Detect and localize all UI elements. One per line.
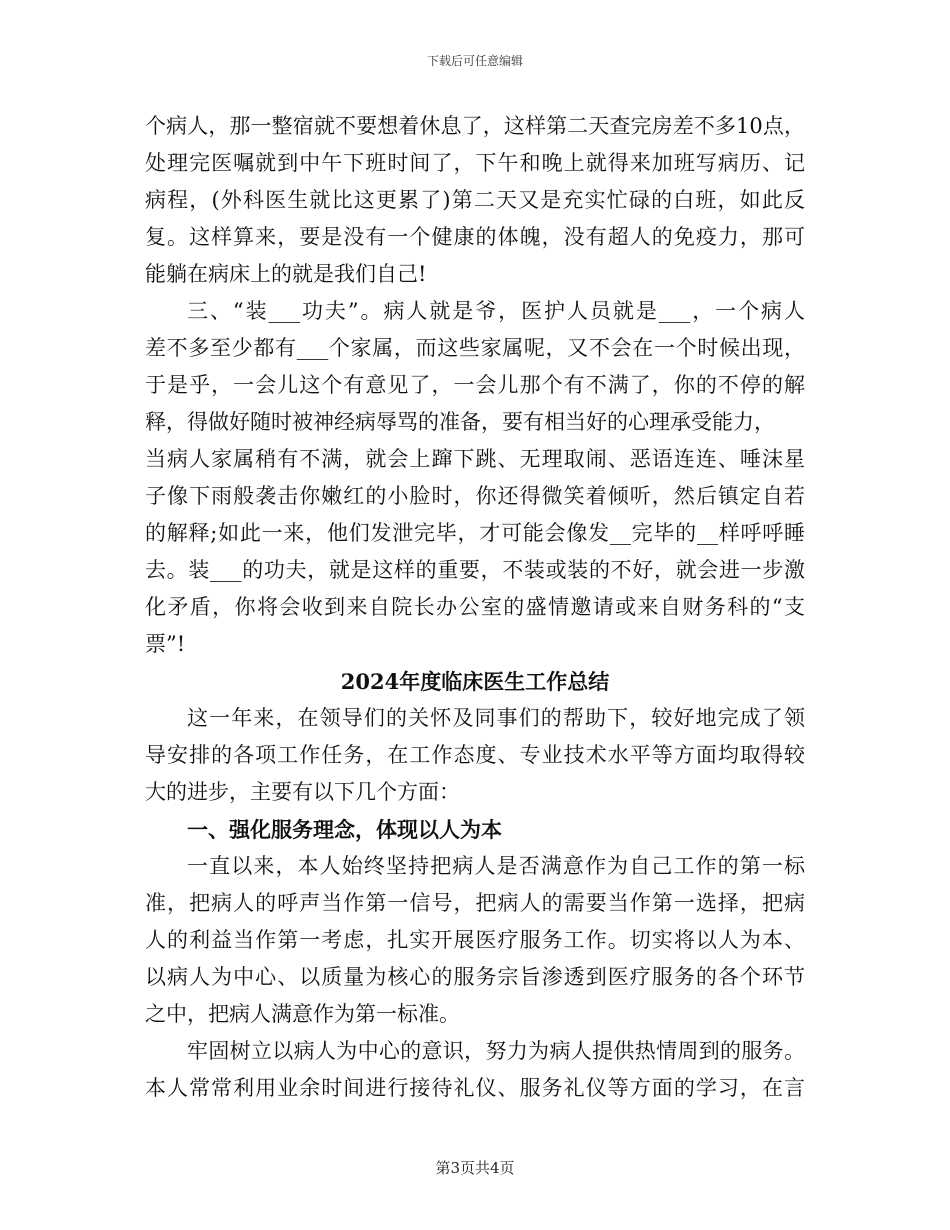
text-line: 三、“装___功夫”。病人就是爷，医护人员就是___，一个病人 — [187, 299, 805, 323]
text-line: 准，把病人的呼声当作第一信号，把病人的需要当作第一选择，把病 — [145, 891, 805, 915]
text-line: 于是乎，一会儿这个有意见了，一会儿那个有不满了，你的不停的解 — [145, 373, 805, 397]
document-body — [145, 108, 805, 1107]
text-line: 去。装___的功夫，就是这样的重要，不装或装的不好，就会进一步激 — [145, 558, 805, 582]
page-header: 下载后可任意编辑 — [426, 54, 523, 68]
text-line: 的解释;如此一来，他们发泄完毕，才可能会像发__完毕的__样呼呼睡 — [145, 521, 805, 545]
text-line: 释，得做好随时被神经病辱骂的准备，要有相当好的心理承受能力， — [145, 410, 775, 434]
text-line: 本人常常利用业余时间进行接待礼仪、服务礼仪等方面的学习，在言 — [145, 1076, 805, 1100]
text-line: 以病人为中心、以质量为核心的服务宗旨渗透到医疗服务的各个环节 — [145, 965, 805, 989]
text-line: 牢固树立以病人为中心的意识，努力为病人提供热情周到的服务。 — [187, 1039, 805, 1063]
text-line: 病程，(外科医生就比这更累了)第二天又是充实忙碌的白班，如此反 — [145, 188, 805, 212]
text-line: 个病人，那一整宿就不要想着休息了，这样第二天查完房差不多10点， — [145, 114, 805, 138]
text-line: 处理完医嘱就到中午下班时间了，下午和晚上就得来加班写病历、记 — [145, 151, 805, 175]
text-line: 能躺在病床上的就是我们自己! — [145, 262, 427, 286]
text-line: 票”! — [145, 632, 186, 656]
text-line: 差不多至少都有___个家属，而这些家属呢，又不会在一个时候出现， — [145, 336, 805, 360]
page-footer: 第3页共4页 — [435, 1159, 515, 1177]
text-line: 导安排的各项工作任务，在工作态度、专业技术水平等方面均取得较 — [145, 743, 805, 767]
text-line: 这一年来，在领导们的关怀及同事们的帮助下，较好地完成了领 — [187, 706, 805, 730]
text-line: 人的利益当作第一考虑，扎实开展医疗服务工作。切实将以人为本、 — [145, 928, 805, 952]
text-line: 当病人家属稍有不满，就会上蹿下跳、无理取闹、恶语连连、唾沫星 — [145, 447, 805, 471]
text-line: 化矛盾，你将会收到来自院长办公室的盛情邀请或来自财务科的“支 — [145, 595, 805, 619]
text-line: 一直以来，本人始终坚持把病人是否满意作为自己工作的第一标 — [187, 854, 805, 878]
text-line: 之中，把病人满意作为第一标准。 — [145, 1002, 460, 1026]
section-title: 2024年度临床医生工作总结 — [340, 669, 610, 694]
section-heading: 一、强化服务理念，体现以人为本 — [187, 817, 502, 842]
text-line: 复。这样算来，要是没有一个健康的体魄，没有超人的免疫力，那可 — [145, 225, 805, 249]
text-line: 子像下雨般袭击你嫩红的小脸时，你还得微笑着倾听，然后镇定自若 — [145, 484, 805, 508]
text-line: 大的进步，主要有以下几个方面： — [145, 780, 460, 804]
